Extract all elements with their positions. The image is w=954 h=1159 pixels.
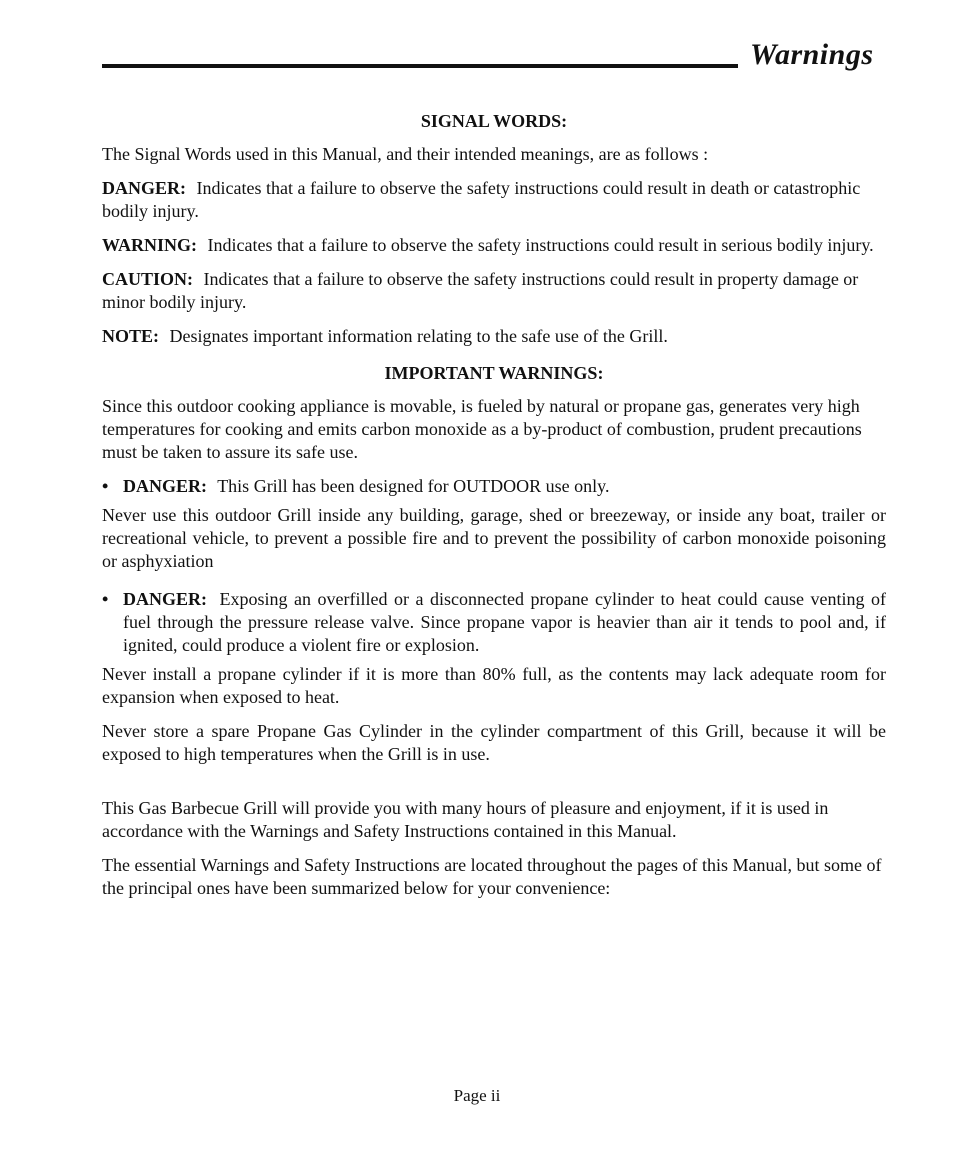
header-rule [102,64,738,68]
danger-bullet-cylinder [102,588,886,657]
signal-word-text: Indicates that a failure to observe the safety instructions could result in property damage or minor bodily injury. [102,269,859,312]
important-warnings-intro: Since this outdoor cooking appliance is movable, is fueled by natural or propane gas, generates very high temperatures for cooking and emits carbon monoxide as a by-product of combustion, prudent precautions must be taken to assure its safe use. [102,396,862,462]
warning-paragraph-overfill: Never install a propane cylinder if it is more than 80% full, as the contents may lack adequate room for expansion when exposed to heat. [102,664,886,707]
bullet-icon: • [102,476,109,496]
warning-paragraph-indoor: Never use this outdoor Grill inside any building, garage, shed or breezeway, or inside any boat, trailer or recreational vehicle, to prevent a possible fire and to prevent the possibility of carbon monoxide poisoning or asphyxiation [102,505,886,571]
warning-paragraph-spare-cylinder: Never store a spare Propane Gas Cylinder in the cylinder compartment of this Grill, because it will be exposed to high temperatures when the Grill is in use. [102,721,886,764]
page-number: Page ii [453,1086,501,1105]
closing-paragraph-enjoyment: This Gas Barbecue Grill will provide you with many hours of pleasure and enjoyment, if it is used in accordance with the Warnings and Safety Instructions contained in this Manual. [102,798,829,841]
signal-words-heading: SIGNAL WORDS: [420,111,568,131]
closing-paragraph-summary: The essential Warnings and Safety Instructions are located throughout the pages of this Manual, but some of the principal ones have been summarized below for your convenience: [102,855,882,898]
bullet-text: This Grill has been designed for OUTDOOR use only. [217,476,610,496]
bullet-text: Exposing an overfilled or a disconnected propane cylinder to heat could cause venting of fuel through the pressure release valve. Since propane vapor is heavier than air it tends to pool and, if ignited, could produce a violent fire or explosion. [123,589,886,655]
signal-words-intro: The Signal Words used in this Manual, and their intended meanings, are as follows : [102,144,709,164]
signal-word-danger [102,177,886,223]
bullet-icon: • [102,589,109,609]
page-title: Warnings [750,38,874,71]
signal-word-label: NOTE: [102,326,160,346]
danger-bullet-outdoor [102,475,886,498]
signal-word-text: Indicates that a failure to observe the safety instructions could result in serious bodily injury. [207,235,874,255]
important-warnings-heading: IMPORTANT WARNINGS: [384,363,604,383]
signal-word-label: WARNING: [102,235,198,255]
signal-word-text: Indicates that a failure to observe the safety instructions could result in death or catastrophic bodily injury. [102,178,861,221]
signal-word-label: DANGER: [102,178,186,198]
document-body [102,110,886,911]
signal-word-caution [102,268,886,314]
bullet-label: DANGER: [123,476,207,496]
signal-word-label: CAUTION: [102,269,194,289]
signal-word-text: Designates important information relating to the safe use of the Grill. [169,326,668,346]
signal-word-note [102,325,886,348]
bullet-label: DANGER: [123,589,207,609]
signal-word-warning [102,234,886,257]
